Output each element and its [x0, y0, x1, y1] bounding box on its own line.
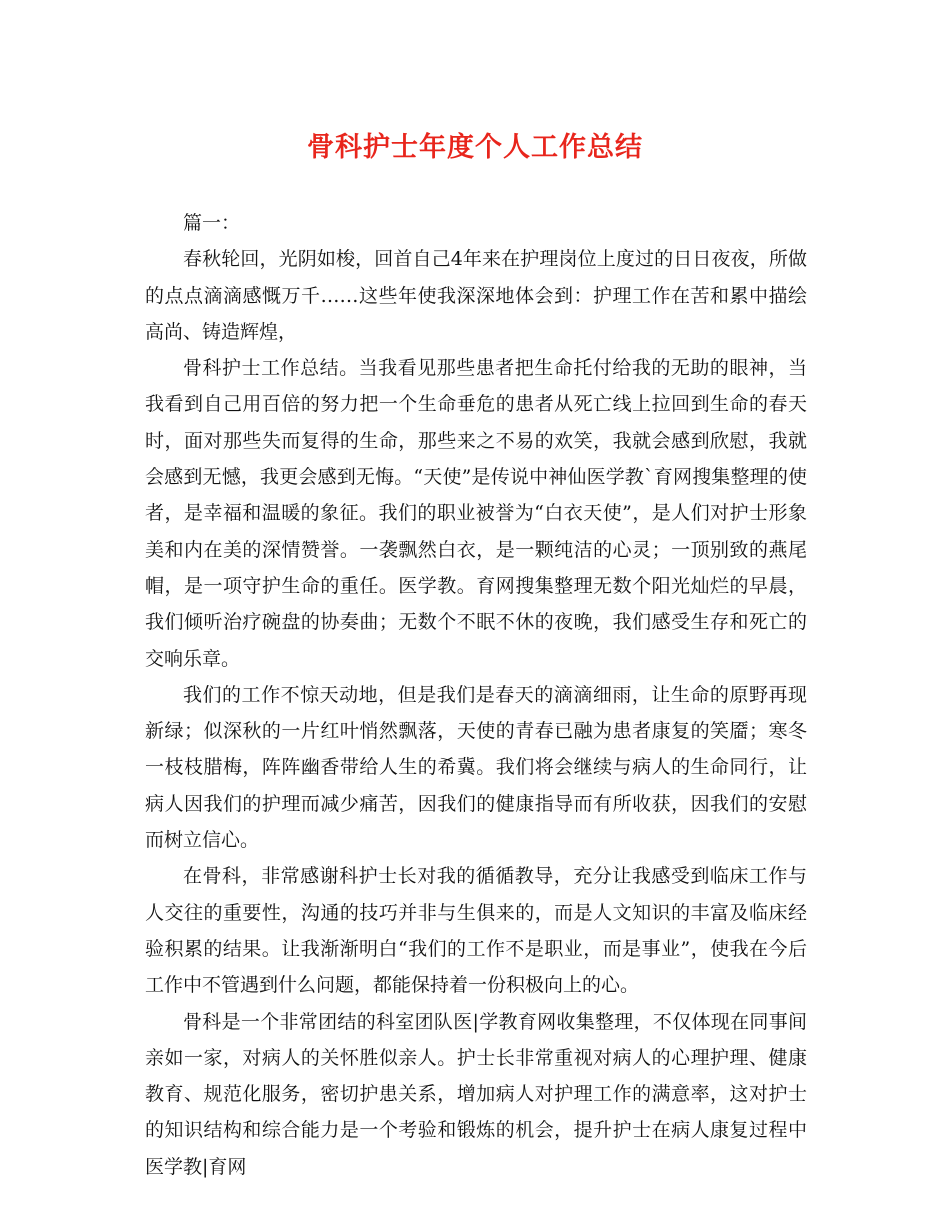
paragraph: 骨科是一个非常团结的科室团队医|学教育网收集整理，不仅体现在同事间亲如一家，对病人的关怀胜似亲人。护士长非常重视对病人的心理护理、健康教育、规范化服务，密切护患关系，增加病人对护理工作的满意率，这对护士的知识结构和综合能力是一个考验和锻炼的机会，提升护士在病人康复过程中医学教|育网	[145, 1010, 807, 1178]
paragraph: 我们的工作不惊天动地，但是我们是春天的滴滴细雨，让生命的原野再现新绿；似深秋的一片红叶悄然飘落，天使的青春已融为患者康复的笑靥；寒冬一枝枝腊梅，阵阵幽香带给人生的希冀。我们将会继续与病人的生命同行，让病人因我们的护理而减少痛苦，因我们的健康指导而有所收获，因我们的安慰而树立信心。	[145, 683, 807, 852]
paragraph: 在骨科，非常感谢科护士长对我的循循教导，充分让我感受到临床工作与人交往的重要性，沟通的技巧并非与生俱来的，而是人文知识的丰富及临床经验积累的结果。让我渐渐明白“我们的工作不是职业，而是事业”，使我在今后工作中不管遇到什么问题，都能保持着一份积极向上的心。	[145, 865, 807, 997]
document-body	[145, 205, 807, 1185]
paragraph: 骨科护士工作总结。当我看见那些患者把生命托付给我的无助的眼神，当我看到自己用百倍的努力把一个生命垂危的患者从死亡线上拉回到生命的春天时，面对那些失而复得的生命，那些来之不易的欢笑，我就会感到欣慰，我就会感到无憾，我更会感到无悔。“天使”是传说中神仙医学教`育网搜集整理的使者，是幸福和温暖的象征。我们的职业被誉为“白衣天使”，是人们对护士形象美和内在美的深情赞誉。一袭飘然白衣，是一颗纯洁的心灵；一顶别致的燕尾帽，是一项守护生命的重任。医学教。育网搜集整理无数个阳光灿烂的早晨，我们倾听治疗碗盘的协奏曲；无数个不眠不休的夜晚，我们感受生存和死亡的交响乐章。	[145, 357, 807, 670]
document-title: 骨科护士年度个人工作总结	[307, 132, 643, 163]
paragraph: 春秋轮回，光阴如梭，回首自己4年来在护理岗位上度过的日日夜夜，所做的点点滴滴感慨万千……这些年使我深深地体会到：护理工作在苦和累中描绘高尚、铸造辉煌，	[145, 248, 807, 343]
section-heading: 篇一：	[183, 212, 241, 234]
